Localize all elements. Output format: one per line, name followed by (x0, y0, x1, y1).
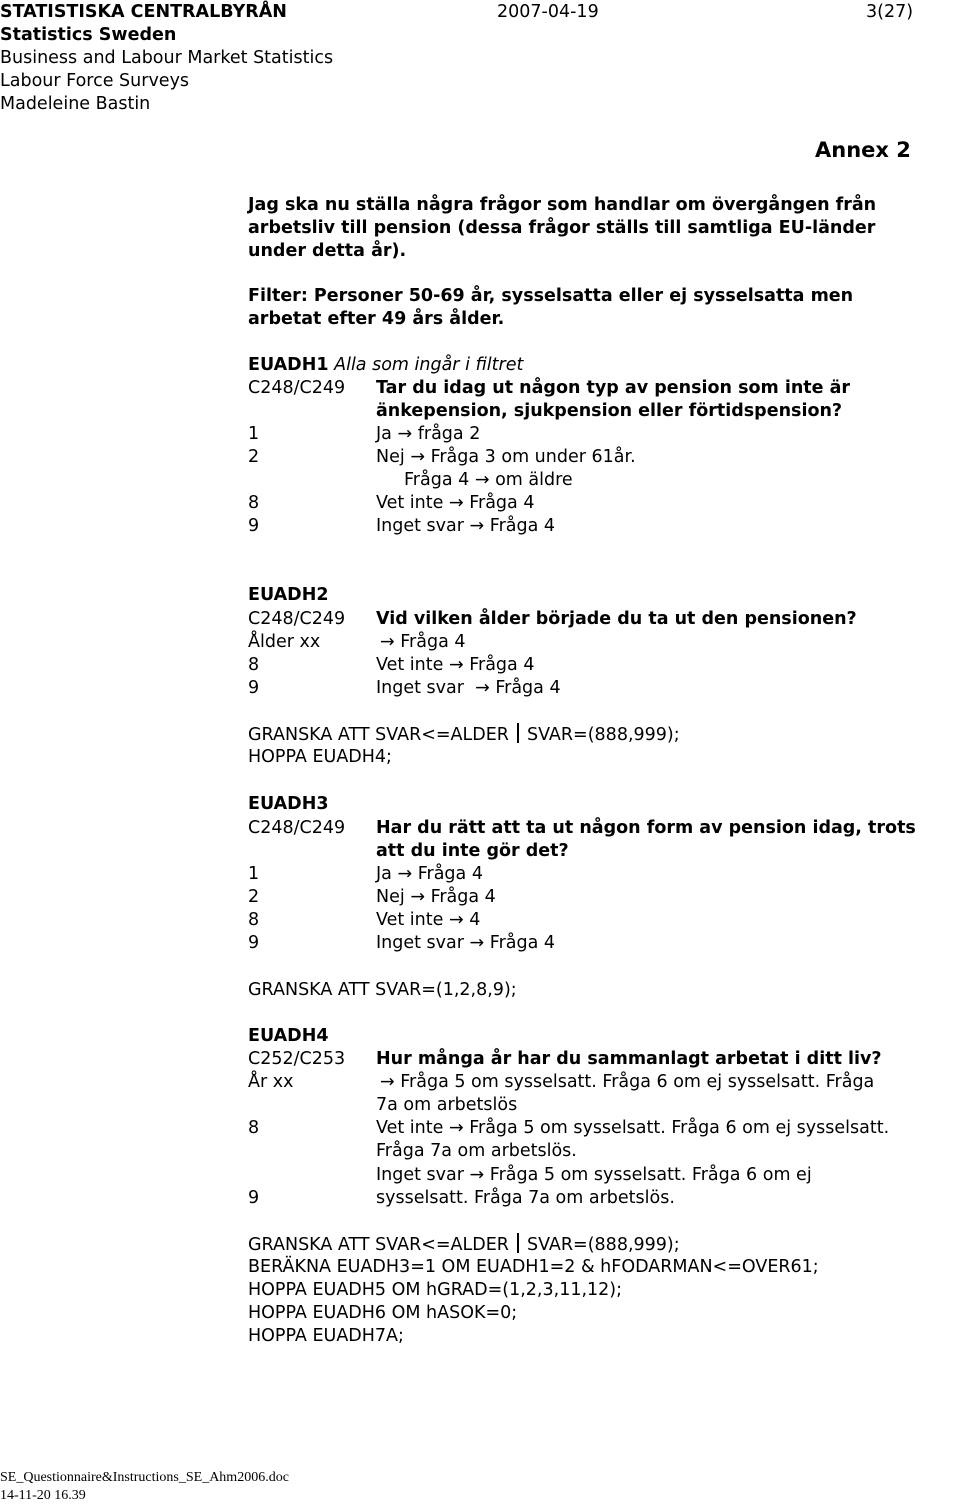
option-text: Inget svar → Fråga 4 (376, 933, 556, 953)
skip-rule: HOPPA EUADH7A; (248, 1326, 404, 1346)
option-number: 9 (248, 1188, 260, 1208)
author: Madeleine Bastin (0, 94, 151, 114)
arrow-icon: → (410, 887, 425, 907)
validation-rule: GRANSKA ATT SVAR<=ALDER SVAR=(888,999); (248, 1235, 680, 1255)
intro-line: under detta år). (248, 241, 407, 261)
arrow-icon: → (469, 1165, 485, 1185)
option-text: Vet inte → 4 (376, 910, 481, 930)
option-text: Fråga 4 → om äldre (404, 470, 573, 490)
option-number: 9 (248, 933, 260, 953)
validation-rule: GRANSKA ATT SVAR<=ALDER SVAR=(888,999); (248, 725, 680, 745)
question-text: att du inte gör det? (376, 841, 569, 861)
separator-bar (517, 723, 519, 743)
arrow-icon: → (397, 424, 413, 444)
org-name-en: Statistics Sweden (0, 25, 177, 45)
footer-filename: SE_Questionnaire&Instructions_SE_Ahm2006.doc (0, 1470, 289, 1485)
annex-title: Annex 2 (815, 138, 911, 162)
option-text: Fråga 7a om arbetslös. (376, 1141, 577, 1161)
question-text: Hur många år har du sammanlagt arbetat i ditt liv? (376, 1049, 882, 1069)
validation-rule: GRANSKA ATT SVAR=(1,2,8,9); (248, 980, 517, 1000)
question-code: EUADH3 (248, 794, 329, 814)
option-text: Nej → Fråga 3 om under 61år. (376, 447, 636, 467)
question-text: Vid vilken ålder började du ta ut den pensionen? (376, 609, 857, 629)
option-text: sysselsatt. Fråga 7a om arbetslös. (376, 1188, 675, 1208)
skip-rule: HOPPA EUADH5 OM hGRAD=(1,2,3,11,12); (248, 1280, 623, 1300)
question-note: Alla som ingår i filtret (334, 355, 524, 375)
option-number: 8 (248, 655, 260, 675)
intro-line: Jag ska nu ställa några frågor som handlar om övergången från (248, 195, 877, 215)
document-date: 2007-04-19 (497, 2, 599, 22)
option-number: 1 (248, 864, 260, 884)
option-number: 1 (248, 424, 260, 444)
option-text: Ja → Fråga 4 (376, 864, 483, 884)
variable-code: C248/C249 (248, 378, 346, 398)
option-number: 2 (248, 447, 260, 467)
option-number: År xx (248, 1072, 294, 1092)
arrow-icon: → (448, 493, 464, 513)
arrow-icon: → (469, 933, 485, 953)
option-text: Ja → fråga 2 (376, 424, 481, 444)
option-text: Nej → Fråga 4 (376, 887, 496, 907)
department: Business and Labour Market Statistics (0, 48, 334, 68)
arrow-icon: → (397, 864, 413, 884)
separator-bar (517, 1233, 519, 1253)
arrow-icon: → (475, 678, 490, 698)
option-text: Inget svar → Fråga 4 (376, 516, 556, 536)
option-number: 9 (248, 516, 260, 536)
arrow-icon: → (380, 1072, 395, 1092)
option-text: → Fråga 5 om sysselsatt. Fråga 6 om ej sysselsatt. Fråga (380, 1072, 875, 1092)
page-number: 3(27) (866, 2, 914, 22)
arrow-icon: → (410, 447, 425, 467)
arrow-icon: → (380, 632, 395, 652)
arrow-icon: → (474, 470, 490, 490)
arrow-icon: → (448, 1118, 464, 1138)
filter-line: arbetat efter 49 års ålder. (248, 309, 505, 329)
compute-rule: BERÄKNA EUADH3=1 OM EUADH1=2 & hFODARMAN<=OVER61; (248, 1257, 819, 1277)
option-text: 7a om arbetslös (376, 1095, 518, 1115)
filter-line: Filter: Personer 50-69 år, sysselsatta eller ej sysselsatta men (248, 286, 854, 306)
footer-timestamp: 14-11-20 16.39 (0, 1488, 86, 1503)
option-number: 2 (248, 887, 260, 907)
variable-code: C248/C249 (248, 609, 346, 629)
option-text: Inget svar → Fråga 4 (376, 678, 561, 698)
option-number: 9 (248, 678, 260, 698)
question-text: Tar du idag ut någon typ av pension som inte är (376, 378, 851, 398)
option-text: Inget svar → Fråga 5 om sysselsatt. Fråga 6 om ej (376, 1165, 812, 1185)
option-number: 8 (248, 1118, 260, 1138)
arrow-icon: → (448, 655, 464, 675)
option-text: Vet inte → Fråga 4 (376, 655, 535, 675)
question-heading (248, 354, 523, 377)
org-name-sv: STATISTISKA CENTRALBYRÅN (0, 2, 287, 22)
unit: Labour Force Surveys (0, 71, 190, 91)
option-number: Ålder xx (248, 632, 321, 652)
option-text: → Fråga 4 (380, 632, 466, 652)
variable-code: C252/C253 (248, 1049, 346, 1069)
skip-rule: HOPPA EUADH6 OM hASOK=0; (248, 1303, 518, 1323)
option-text: Vet inte → Fråga 4 (376, 493, 535, 513)
variable-code: C248/C249 (248, 818, 346, 838)
question-text: Har du rätt att ta ut någon form av pension idag, trots (376, 818, 916, 838)
intro-line: arbetsliv till pension (dessa frågor ställs till samtliga EU-länder (248, 218, 876, 238)
arrow-icon: → (448, 910, 464, 930)
question-code: EUADH1 (248, 355, 329, 375)
question-code: EUADH2 (248, 585, 329, 605)
option-text: Vet inte → Fråga 5 om sysselsatt. Fråga 6 om ej sysselsatt. (376, 1118, 890, 1138)
option-number: 8 (248, 910, 260, 930)
question-text: änkepension, sjukpension eller förtidspension? (376, 401, 843, 421)
option-number: 8 (248, 493, 260, 513)
arrow-icon: → (469, 516, 485, 536)
skip-rule: HOPPA EUADH4; (248, 747, 392, 767)
question-code: EUADH4 (248, 1026, 329, 1046)
